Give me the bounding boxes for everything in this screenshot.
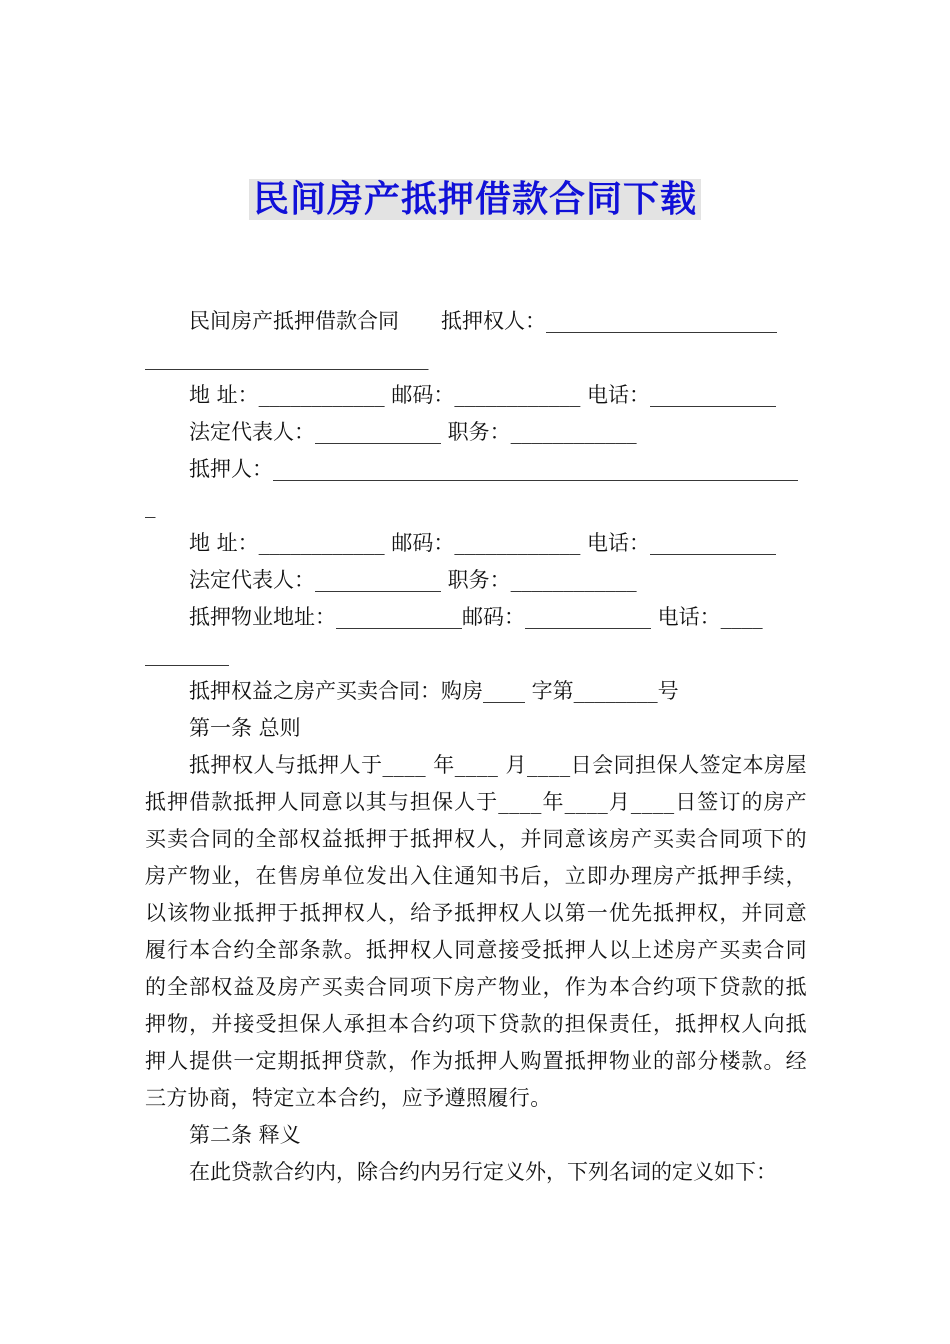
mortgagee-line-continued: ___________________________ <box>145 346 429 370</box>
mortgagor-representative-line: 法定代表人：____________ 职务：____________ <box>189 568 637 592</box>
mortgagee-line: 民间房产抵押借款合同 抵押权人：______________________ <box>189 309 777 333</box>
article-2-intro: 在此贷款合约内，除合约内另行定义外，下列名词的定义如下： <box>189 1160 777 1184</box>
mortgagee-representative-line: 法定代表人：____________ 职务：____________ <box>189 420 637 444</box>
article-1-paragraph: 抵押权人与抵押人于____ 年____ 月____日会同担保人签定本房屋抵押借款抵押人同意以其与担保人于____年____月____日签订的房产买卖合同的全部权益抵押于抵押权人，并同意该房产买卖合同项下的房产物业，在售房单位发出入住通知书后，立即办理房产抵押手续，以该物业抵押于抵押权人，给予抵押权人以第一优先抵押权，并同意履行本合约全部条款。抵押权人同意接受抵押人以上述房产买卖合同的全部权益及房产买卖合同项下房产物业，作为本合约项下贷款的抵押物，并接受担保人承担本合约项下贷款的担保责任，抵押权人向抵押人提供一定期抵押贷款，作为抵押人购置抵押物业的部分楼款。经三方协商，特定立本合约，应予遵照履行。 <box>145 753 807 1110</box>
document-title <box>0 176 950 224</box>
mortgagor-line: 抵押人：__________________________________________________ <box>189 457 798 481</box>
property-address-line-continued: ________ <box>145 642 229 666</box>
mortgagor-line-continued: _ <box>145 494 156 518</box>
document-body <box>145 303 807 1191</box>
mortgagor-address-line: 地 址：____________ 邮码：____________ 电话：____________ <box>189 531 777 555</box>
mortgagee-address-line: 地 址：____________ 邮码：____________ 电话：____________ <box>189 383 777 407</box>
title-text: 民间房产抵押借款合同下载 <box>249 179 701 220</box>
article-1-heading: 第一条 总则 <box>189 716 301 740</box>
article-2-heading: 第二条 释义 <box>189 1123 301 1147</box>
property-address-line: 抵押物业地址：____________邮码：____________ 电话：____ <box>189 605 763 629</box>
purchase-contract-line: 抵押权益之房产买卖合同：购房____ 字第________号 <box>189 679 679 703</box>
